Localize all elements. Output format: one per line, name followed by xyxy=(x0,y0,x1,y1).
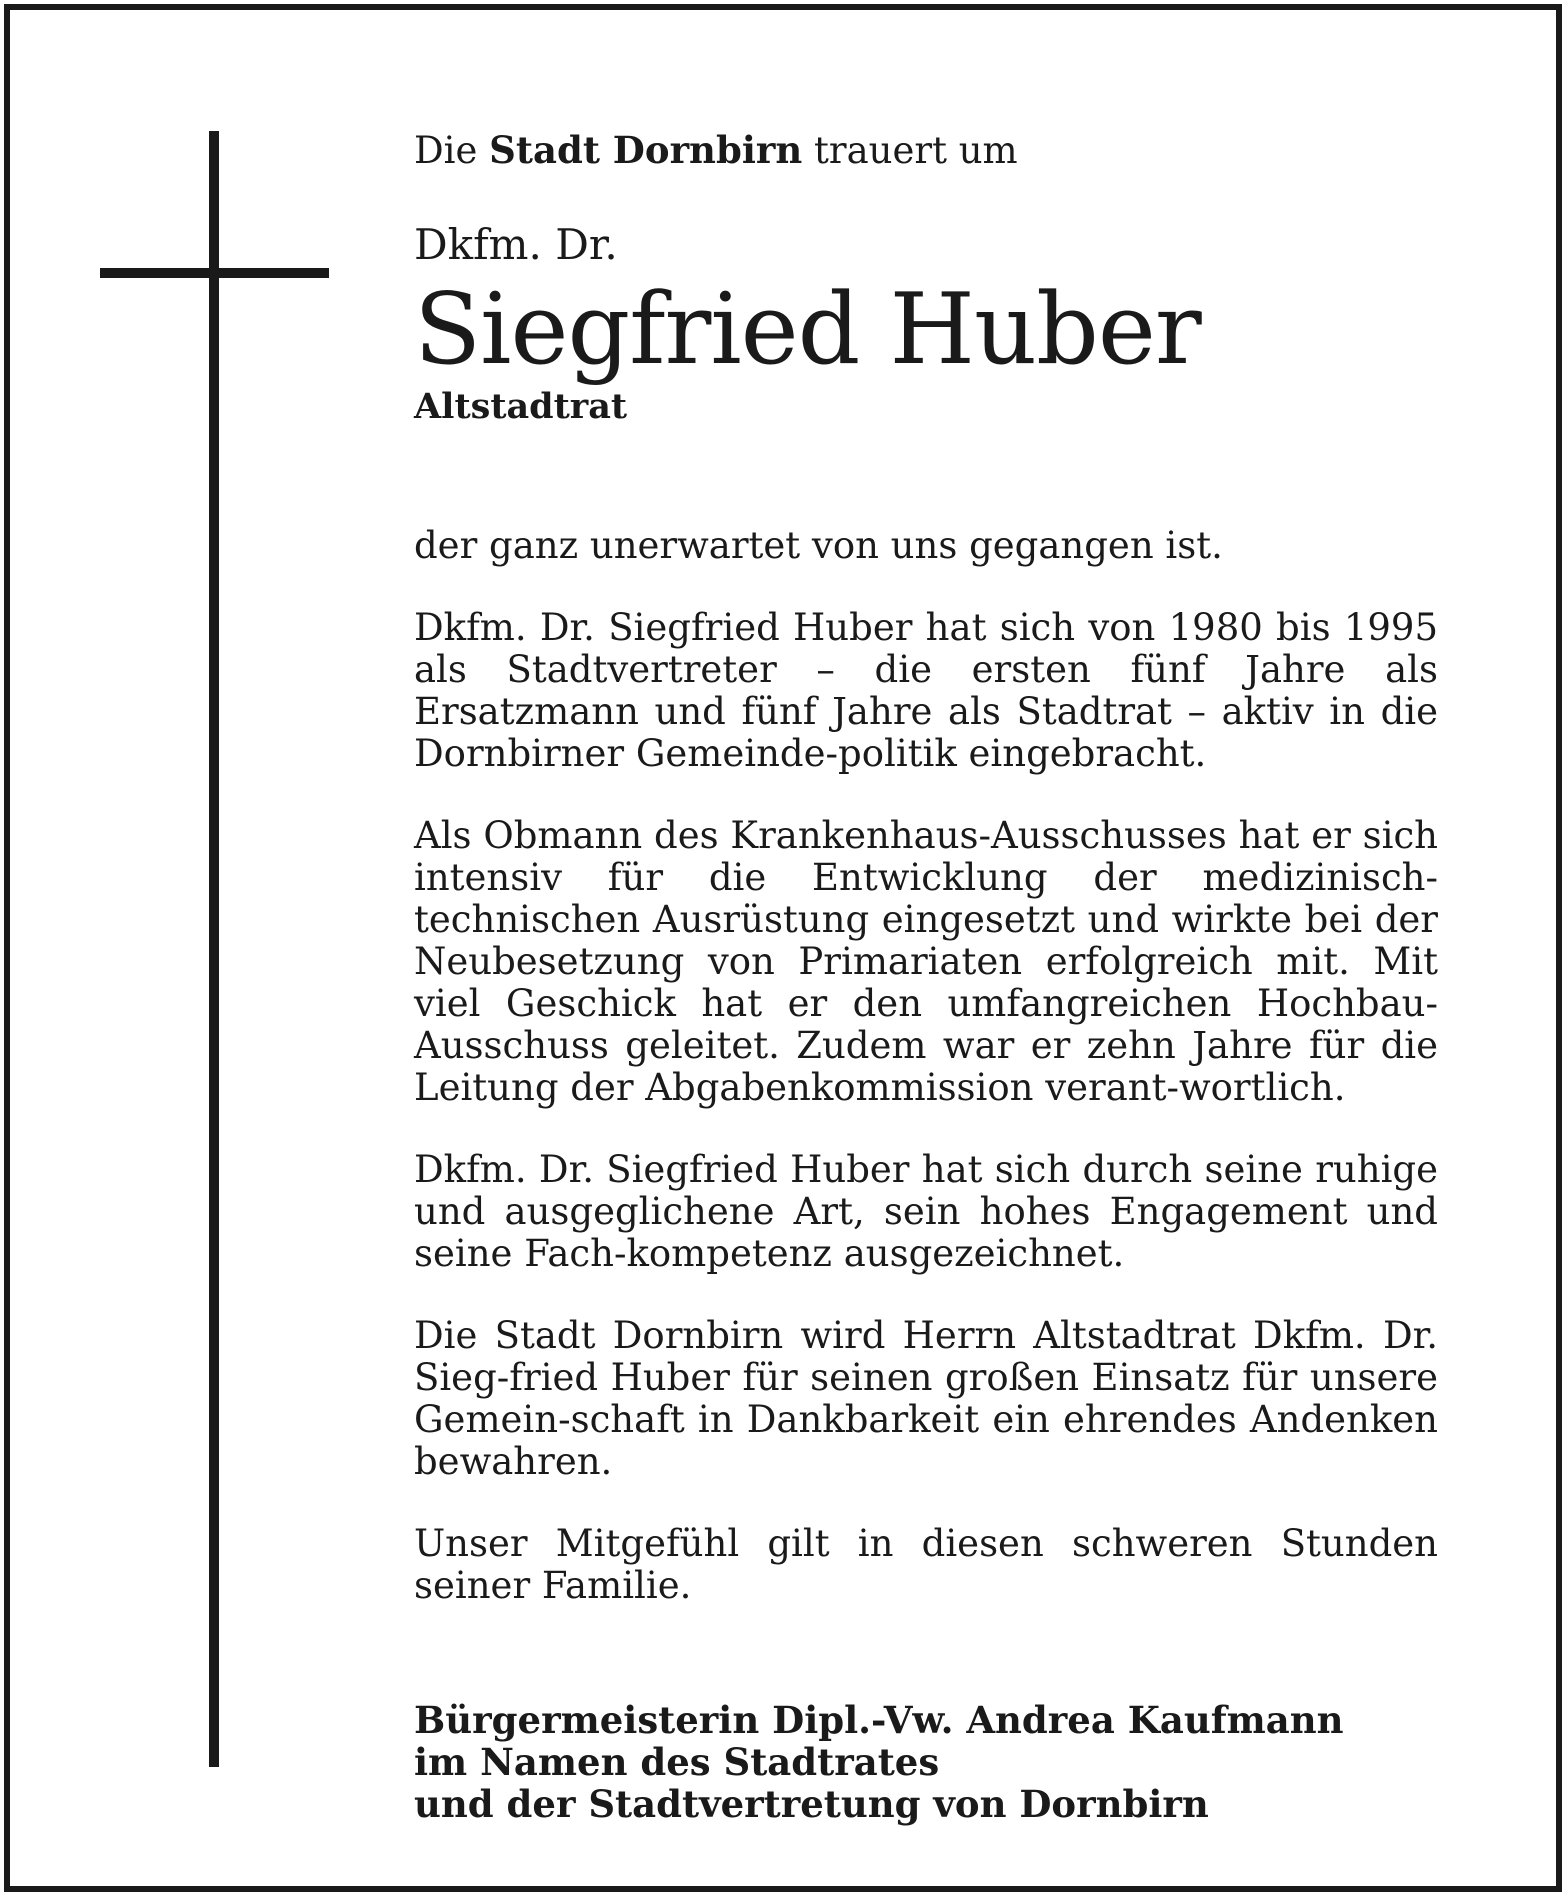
intro-prefix: Die xyxy=(414,129,478,172)
paragraph: Dkfm. Dr. Siegfried Huber hat sich durch seine ruhige und ausgeglichene Art, sein hohes Engagement und seine Fach-kompetenz ausgezeichnet. xyxy=(414,1148,1438,1275)
signature-line: im Namen des Stadtrates xyxy=(414,1740,940,1784)
deceased-name: Siegfried Huber xyxy=(414,273,1201,387)
deceased-role: Altstadtrat xyxy=(414,386,628,427)
academic-title: Dkfm. Dr. xyxy=(414,220,618,269)
paragraph: Als Obmann des Krankenhaus-Ausschusses hat er sich intensiv für die Entwicklung der medizinisch-technischen Ausrüstung eingesetzt und wirkte bei der Neubesetzung von Primariaten erfolgreich mit. Mit viel Geschick hat er den umfangreichen Hochbau-Ausschuss geleitet. Zudem war er zehn Jahre für die Leitung der Abgabenkommission verant-wortlich. xyxy=(414,814,1438,1109)
paragraph: Die Stadt Dornbirn wird Herrn Altstadtrat Dkfm. Dr. Sieg-fried Huber für seinen großen Einsatz für unsere Gemein-schaft in Dankbarkeit ein ehrendes Andenken bewahren. xyxy=(414,1314,1438,1483)
cross-horizontal-bar xyxy=(100,268,329,278)
intro-suffix: trauert um xyxy=(814,129,1018,172)
signature-line: Bürgermeisterin Dipl.-Vw. Andrea Kaufmann xyxy=(414,1698,1344,1742)
paragraph: Dkfm. Dr. Siegfried Huber hat sich von 1980 bis 1995 als Stadtvertreter – die ersten fünf Jahre als Ersatzmann und fünf Jahre als Stadtrat – aktiv in die Dornbirner Gemeinde-politik eingebracht. xyxy=(414,606,1438,775)
cross-vertical-bar xyxy=(209,131,219,1767)
paragraph: Unser Mitgefühl gilt in diesen schweren Stunden seiner Familie. xyxy=(414,1522,1438,1607)
intro-line xyxy=(414,124,1438,177)
signature-block xyxy=(414,1699,1438,1825)
paragraph: der ganz unerwartet von uns gegangen ist. xyxy=(414,524,1223,567)
notice-content xyxy=(414,124,1438,1825)
signature-line: und der Stadtvertretung von Dornbirn xyxy=(414,1782,1209,1826)
intro-city: Stadt Dornbirn xyxy=(489,128,803,172)
